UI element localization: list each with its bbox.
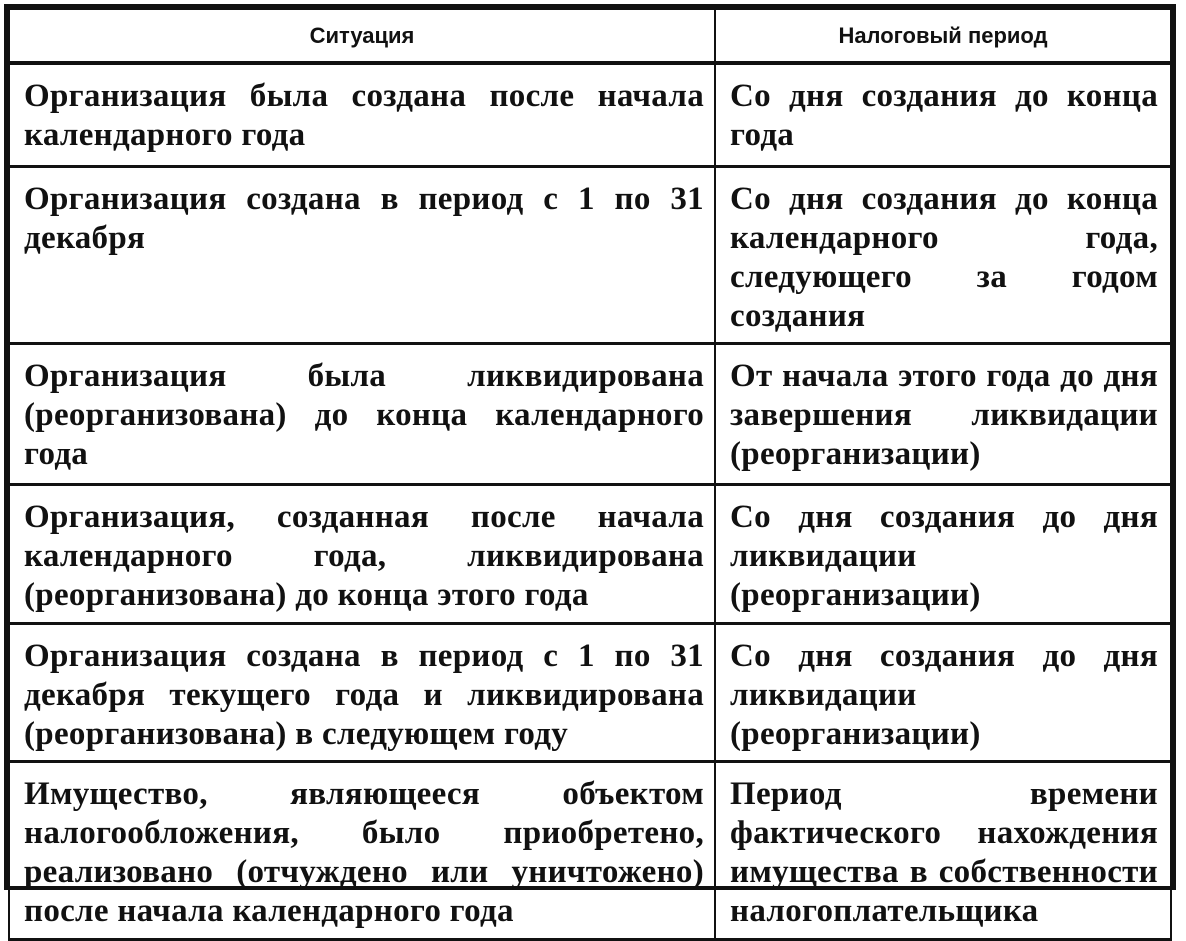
table-row <box>9 623 1171 761</box>
situation-cell: Организация создана в период с 1 по 31 декабря <box>9 166 715 343</box>
table-body <box>9 63 1171 939</box>
situation-cell: Организация, созданная после начала календарного года, ликвидирована (реорганизована) до конца этого года <box>9 484 715 623</box>
period-cell: Со дня создания до дня ликвидации (реорганизации) <box>715 623 1171 761</box>
table-row <box>9 166 1171 343</box>
situation-cell: Организация была ликвидирована (реорганизована) до конца календарного года <box>9 343 715 484</box>
situation-cell: Организация была создана после начала календарного года <box>9 63 715 166</box>
header-row <box>9 9 1171 63</box>
period-cell: Со дня создания до конца года <box>715 63 1171 166</box>
table-row <box>9 484 1171 623</box>
table-row <box>9 761 1171 939</box>
period-cell: Со дня создания до конца календарного года, следующего за годом создания <box>715 166 1171 343</box>
situation-cell: Имущество, являющееся объектом налогообложения, было приобретено, реализовано (отчуждено или уничтожено) после начала календарного года <box>9 761 715 939</box>
table-row <box>9 343 1171 484</box>
table-row <box>9 63 1171 166</box>
period-cell: Период времени фактического нахождения имущества в собственности налогоплательщика <box>715 761 1171 939</box>
header-situation: Ситуация <box>9 9 715 63</box>
header-tax-period: Налоговый период <box>715 9 1171 63</box>
tax-period-table-frame <box>4 4 1176 929</box>
period-cell: От начала этого года до дня завершения ликвидации (реорганизации) <box>715 343 1171 484</box>
period-cell: Со дня создания до дня ликвидации (реорганизации) <box>715 484 1171 623</box>
tax-period-table <box>8 8 1172 941</box>
table-header <box>9 9 1171 63</box>
situation-cell: Организация создана в период с 1 по 31 декабря текущего года и ликвидирована (реорганизована) в следующем году <box>9 623 715 761</box>
